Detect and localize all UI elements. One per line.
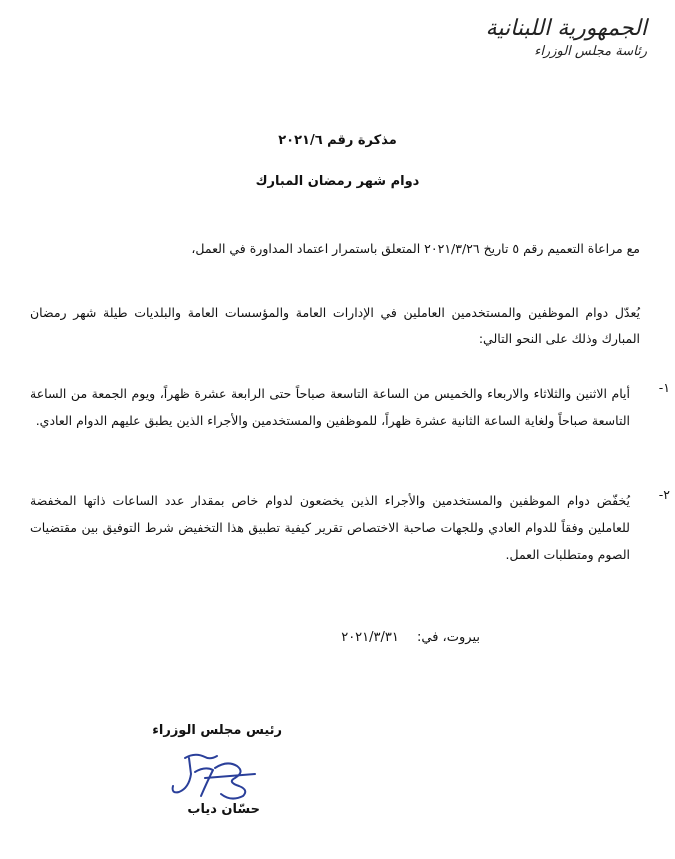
dateline [341,630,480,645]
list-item-text: أيام الاثنين والثلاثاء والاربعاء والخميس من الساعة التاسعة صباحاً حتى الرابعة عشرة ظهراً، ويوم الجمعة من الساعة التاسعة صباحاً ولغاية الساعة الثانية عشرة ظهراً، للموظفين والمستخدمين والأجراء الذين يطبق عليهم الدوام العادي. [30,386,630,428]
paragraph-reference: مع مراعاة التعميم رقم ٥ تاريخ ٢٠٢١/٣/٢٦ المتعلق باستمرار اعتماد المداورة في العمل، [191,241,640,256]
dateline-place: بيروت، في: [417,630,480,645]
dateline-date: ٢٠٢١/٣/٣١ [341,630,399,645]
letterhead [485,16,647,60]
memo-number: مذكرة رقم ٢٠٢١/٦ [278,133,397,148]
list-item-text: يُخفّض دوام الموظفين والمستخدمين والأجراء الذين يخضعون لدوام خاص بمقدار عدد الساعات ذاتها المخفضة للعاملين وفقاً للدوام العادي وللجهات صاحبة الاختصاص تقرير كيفية تطبيق هذا التخفيض شرط التوفيق بين مقتضيات الصوم ومتطلبات العمل. [30,493,630,562]
signatory-title: رئيس مجلس الوزراء [152,723,282,738]
list-item-number: ١- [658,380,670,395]
letterhead-republic: الجمهورية اللبنانية [485,16,647,41]
list-item-number: ٢- [658,487,670,502]
signatory-name: حسّان دياب [187,802,260,817]
memo-subject: دوام شهر رمضان المبارك [255,174,420,189]
letterhead-presidency: رئاسة مجلس الوزراء [534,44,647,59]
handwritten-signature [165,748,265,806]
paragraph-amendment: يُعدّل دوام الموظفين والمستخدمين العاملين في الإدارات العامة والمؤسسات العامة والبلديات طيلة شهر رمضان المبارك وذلك على النحو التالي: [30,305,640,346]
